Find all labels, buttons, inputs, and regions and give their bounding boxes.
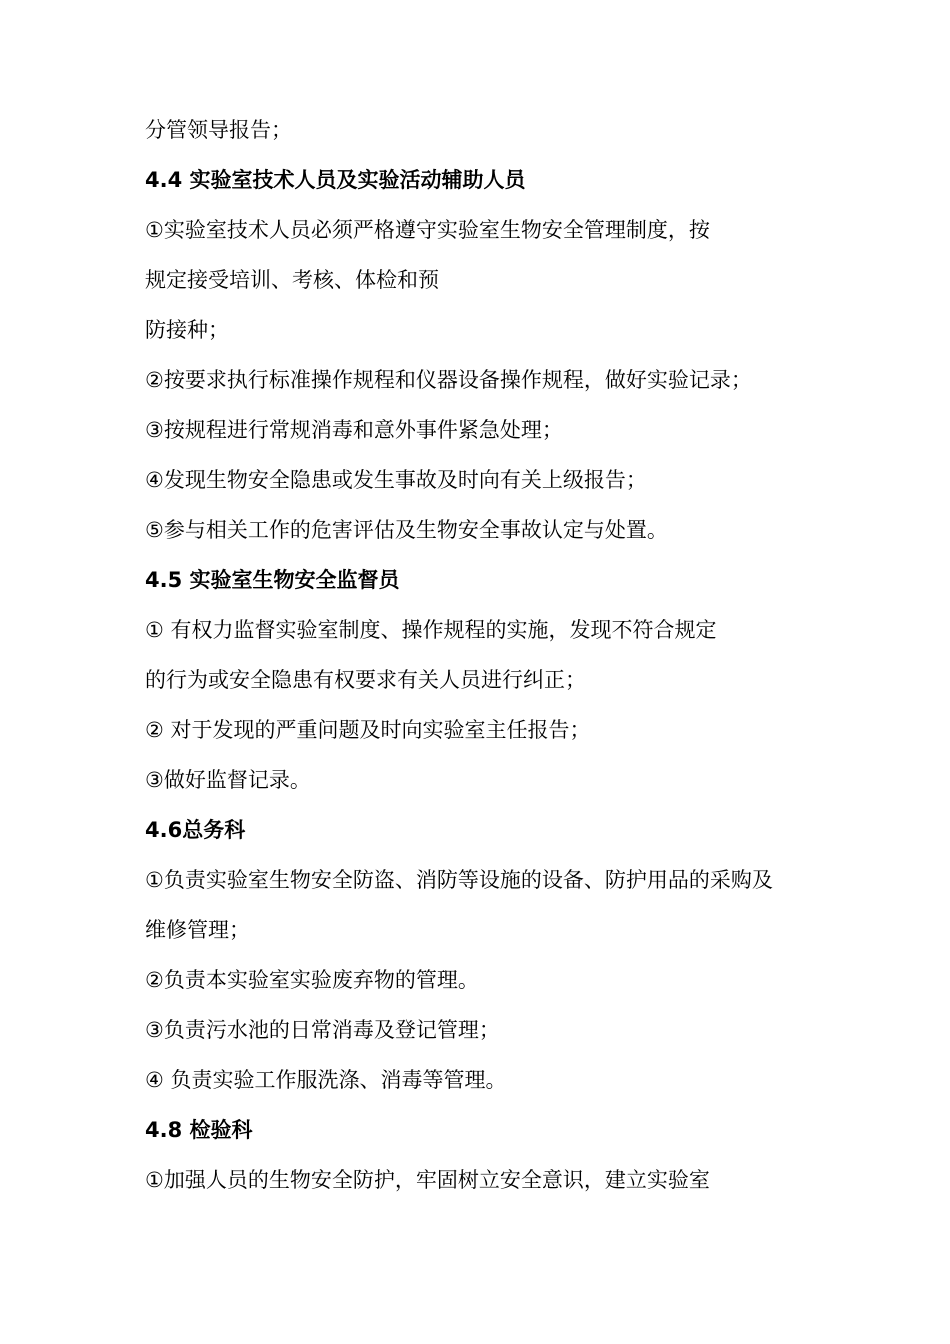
paragraph-line: ③做好监督记录。 — [145, 768, 311, 792]
section-heading-4-4: 4.4 实验室技术人员及实验活动辅助人员 — [145, 168, 526, 192]
paragraph-line: 分管领导报告； — [145, 118, 292, 142]
paragraph-line: ①实验室技术人员必须严格遵守实验室生物安全管理制度，按 — [145, 218, 710, 242]
paragraph-line: ② 对于发现的严重问题及时向实验室主任报告； — [145, 718, 591, 742]
paragraph-line: ① 有权力监督实验室制度、操作规程的实施，发现不符合规定 — [145, 618, 717, 642]
paragraph-line: 规定接受培训、考核、体检和预 — [145, 268, 439, 292]
paragraph-line: 防接种； — [145, 318, 229, 342]
paragraph-line: ①负责实验室生物安全防盗、消防等设施的设备、防护用品的采购及 — [145, 868, 773, 892]
section-heading-4-5: 4.5 实验室生物安全监督员 — [145, 568, 400, 592]
paragraph-line: ②按要求执行标准操作规程和仪器设备操作规程，做好实验记录； — [145, 368, 752, 392]
paragraph-line: 的行为或安全隐患有权要求有关人员进行纠正； — [145, 668, 586, 692]
paragraph-line: 维修管理； — [145, 918, 250, 942]
paragraph-line: ④ 负责实验工作服洗涤、消毒等管理。 — [145, 1068, 507, 1092]
section-heading-4-6: 4.6总务科 — [145, 818, 246, 842]
paragraph-line: ①加强人员的生物安全防护，牢固树立安全意识，建立实验室 — [145, 1168, 710, 1192]
paragraph-line: ③按规程进行常规消毒和意外事件紧急处理； — [145, 418, 563, 442]
paragraph-line: ③负责污水池的日常消毒及登记管理； — [145, 1018, 500, 1042]
section-heading-4-8: 4.8 检验科 — [145, 1118, 253, 1142]
paragraph-line: ②负责本实验室实验废弃物的管理。 — [145, 968, 479, 992]
paragraph-line: ⑤参与相关工作的危害评估及生物安全事故认定与处置。 — [145, 518, 668, 542]
paragraph-line: ④发现生物安全隐患或发生事故及时向有关上级报告； — [145, 468, 647, 492]
